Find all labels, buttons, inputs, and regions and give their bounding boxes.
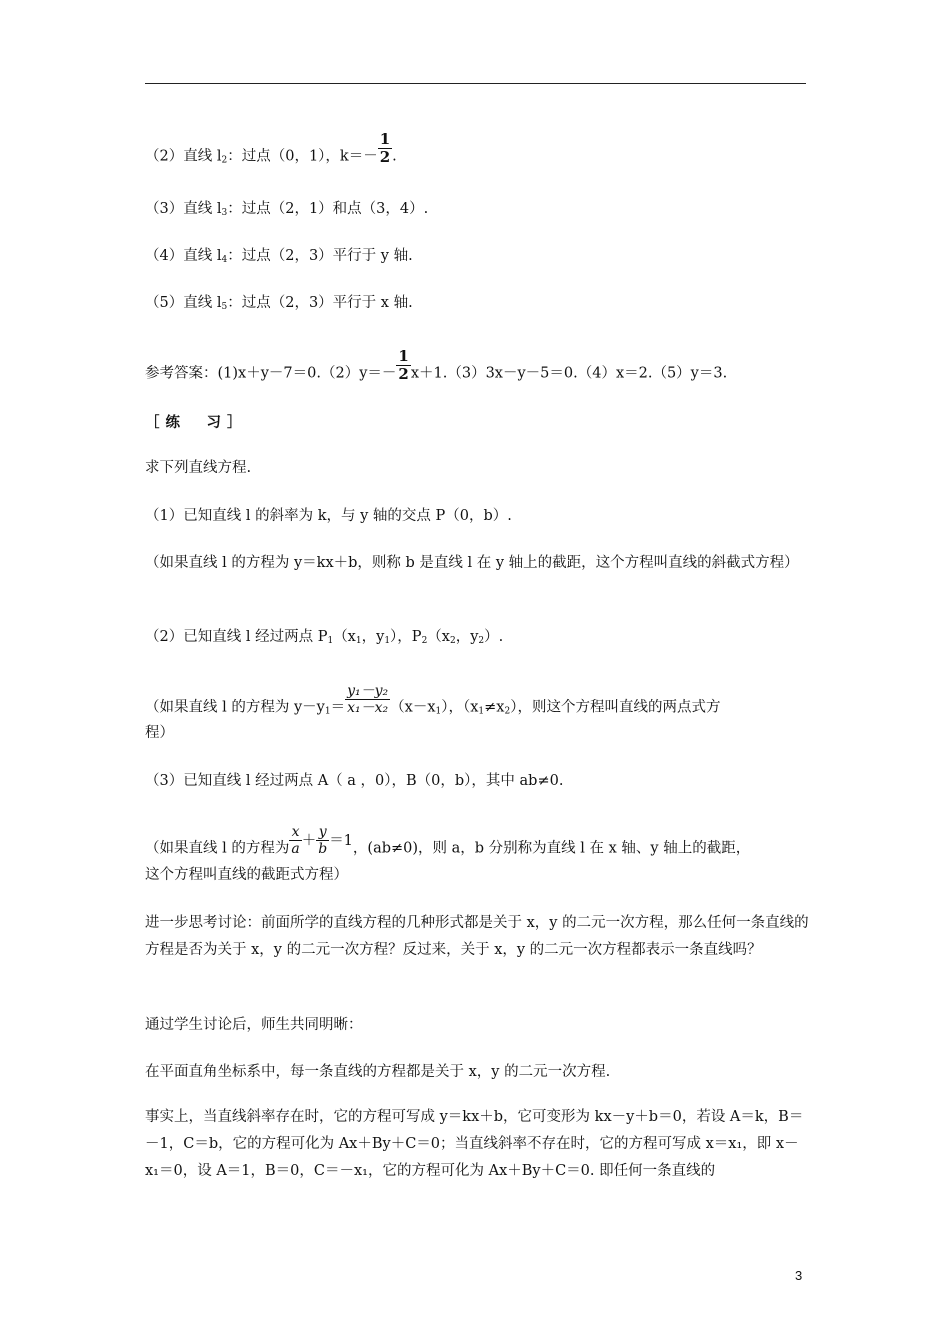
- item-l4: [145, 243, 810, 274]
- conclusion: 在平面直角坐标系中，每一条直线的方程都是关于 x，y 的二元一次方程.: [145, 1064, 611, 1080]
- subscript: 1: [435, 706, 442, 717]
- subscript: 2: [421, 636, 428, 646]
- practice-heading: ［练 习］: [145, 414, 248, 431]
- fraction-y-over-b: [316, 825, 329, 856]
- numerator: x: [291, 824, 300, 840]
- subscript: 1: [327, 636, 334, 646]
- text: ≠x: [484, 699, 505, 716]
- text: ＋: [301, 832, 317, 849]
- text: .: [392, 148, 397, 165]
- text: ：过点（2，1）和点（3，4）.: [227, 201, 429, 217]
- text: ），P: [390, 629, 422, 645]
- text: ，y: [361, 629, 385, 645]
- reference-answer: [145, 347, 810, 390]
- numerator: 1: [379, 130, 391, 148]
- fact-paragraph: 事实上，当直线斜率存在时，它的方程可写成 y＝kx＋b，它可变形为 kx－y＋b＝0，若设 A＝k，B＝－1，C＝b，它的方程可化为 Ax＋By＋C＝0；当直线斜率不存在时，它的方程可写成 x＝x₁，即 x－x₁＝0，设 A＝1，B＝0，C＝－x₁，它的方程可化为 Ax＋By＋C＝0. 即任何一条直线的: [145, 1109, 804, 1179]
- fraction-half: [396, 349, 410, 382]
- header-rule: [145, 83, 806, 84]
- question-3: （3）已知直线 l 经过两点 A（ a ，0），B（0，b），其中 ab≠0.: [145, 773, 564, 789]
- text: ），（x: [441, 699, 479, 716]
- subscript: 4: [221, 255, 228, 265]
- question-1-note: （如果直线 l 的方程为 y＝kx＋b，则称 b 是直线 l 在 y 轴上的截距，这个方程叫直线的斜截式方程）: [145, 555, 799, 571]
- text: （5）直线 l: [145, 295, 222, 311]
- text: （x: [333, 629, 356, 645]
- text: ），则这个方程叫直线的两点式方: [510, 699, 721, 716]
- subscript: 3: [221, 208, 228, 218]
- question-intro: 求下列直线方程.: [145, 460, 252, 476]
- text: ，(ab≠0)，则 a，b 分别称为直线 l 在 x 轴、y 轴上的截距，: [352, 840, 751, 857]
- text: （如果直线 l 的方程为 y－y: [145, 699, 325, 716]
- text: ）.: [484, 629, 504, 645]
- denominator: 2: [398, 365, 409, 383]
- item-l2: [145, 130, 810, 175]
- text: 参考答案：(1)x＋y－7＝0.（2）y＝－: [145, 365, 397, 382]
- text: （2）已知直线 l 经过两点 P: [145, 629, 328, 645]
- subscript: 2: [449, 636, 456, 646]
- text: ：过点（2，3）平行于 x 轴.: [227, 295, 413, 311]
- item-l5: [145, 290, 810, 321]
- fraction-two-point: [345, 684, 390, 715]
- text: （4）直线 l: [145, 248, 222, 264]
- denominator: a: [291, 841, 300, 857]
- subscript: 2: [221, 155, 228, 166]
- text: ：过点（2，3）平行于 y 轴.: [227, 248, 413, 264]
- item-l3: [145, 196, 810, 227]
- text: ，y: [455, 629, 479, 645]
- text: （x: [427, 629, 450, 645]
- question-2-note-cont: 程）: [145, 725, 174, 741]
- text: （3）直线 l: [145, 201, 222, 217]
- denominator: b: [318, 841, 328, 857]
- subscript: 1: [324, 706, 331, 717]
- fraction-x-over-a: [289, 825, 301, 856]
- subscript: 2: [478, 636, 485, 646]
- question-2: [145, 624, 810, 655]
- text: x＋1.（3）3x－y－5＝0.（4）x＝2.（5）y＝3.: [410, 365, 728, 382]
- numerator: 1: [398, 347, 409, 365]
- further-discussion: 进一步思考讨论：前面所学的直线方程的几种形式都是关于 x，y 的二元一次方程，那么任何一条直线的方程是否为关于 x，y 的二元一次方程？反过来，关于 x，y 的二元一次方程都表示一条直线吗？: [145, 915, 809, 958]
- text: ＝: [330, 699, 346, 716]
- page-number: 3: [795, 1268, 803, 1283]
- subscript: 1: [478, 706, 485, 717]
- denominator: x₁－x₂: [347, 700, 389, 716]
- fraction-half: [378, 132, 392, 165]
- subscript: 5: [221, 302, 228, 312]
- text: ：过点（0，1），k＝－: [227, 148, 378, 165]
- text: （2）直线 l: [145, 148, 222, 165]
- question-3-note-cont: 这个方程叫直线的截距式方程）: [145, 867, 348, 883]
- subscript: 1: [355, 636, 362, 646]
- text: ＝1: [329, 832, 353, 849]
- subscript: 1: [384, 636, 391, 646]
- text: （x－x: [390, 699, 436, 716]
- numerator: y: [318, 824, 327, 840]
- question-3-note: [145, 824, 810, 864]
- numerator: y₁－y₂: [347, 683, 389, 699]
- question-1: （1）已知直线 l 的斜率为 k，与 y 轴的交点 P（0，b）.: [145, 508, 512, 524]
- denominator: 2: [379, 148, 391, 166]
- after-discussion: 通过学生讨论后，师生共同明晰：: [145, 1017, 363, 1033]
- text: （如果直线 l 的方程为: [145, 840, 290, 857]
- subscript: 2: [504, 706, 511, 717]
